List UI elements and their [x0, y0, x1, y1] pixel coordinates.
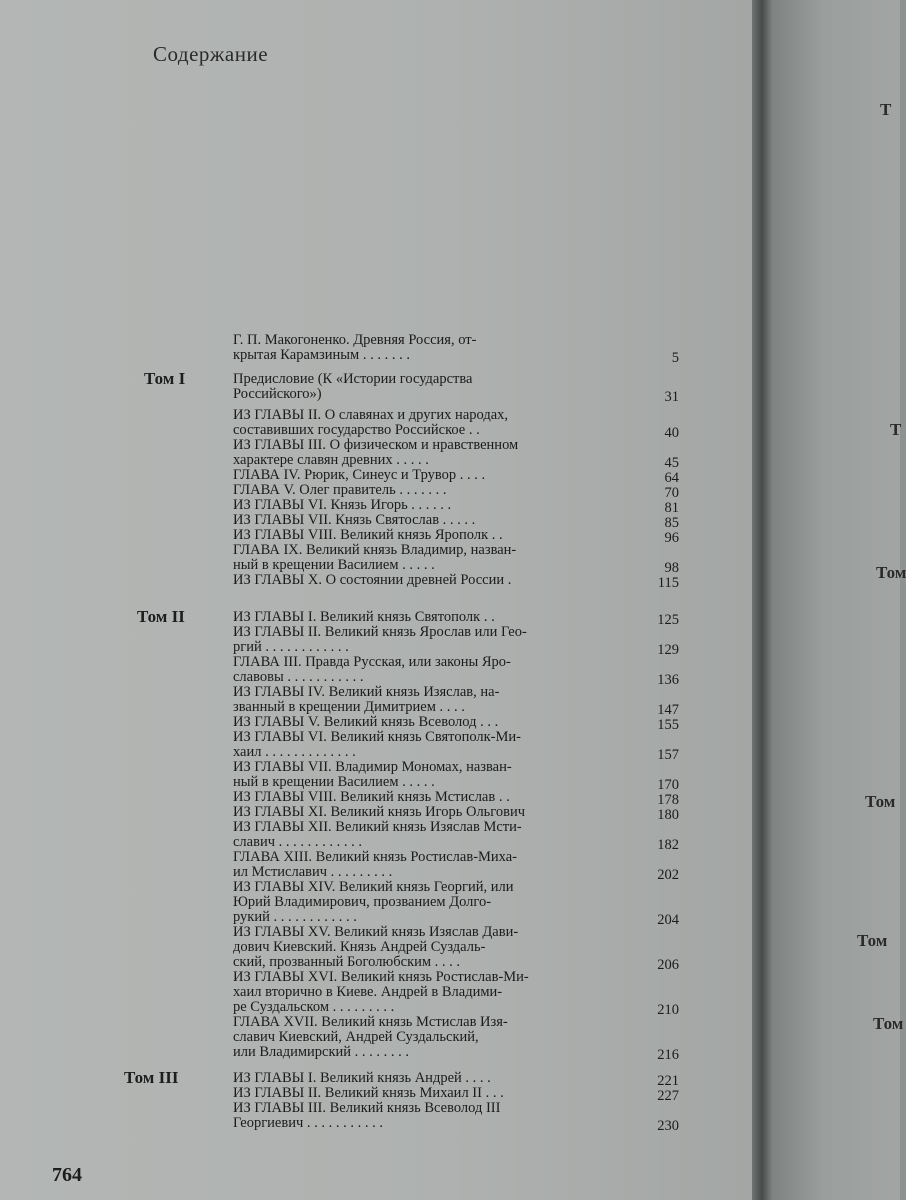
toc-entry-line: ИЗ ГЛАВЫ VII. Князь Святослав . . . . . [233, 512, 476, 528]
toc-entry-line: Предисловие (К «Истории государства [233, 371, 473, 387]
toc-entry-line: или Владимирский . . . . . . . . [233, 1044, 410, 1060]
toc-page-number: 96 [664, 530, 679, 546]
toc-entry-line: составивших государство Российское . . [233, 422, 480, 438]
toc-entry [233, 790, 510, 805]
toc-entry [233, 573, 511, 588]
toc-entry [233, 513, 475, 528]
toc-entry [233, 333, 476, 363]
toc-entry-line: ский, прозванный Боголюбским . . . . [233, 954, 461, 970]
toc-entry-line: ный в крещении Василием . . . . . [233, 774, 435, 790]
edge-fragment: Том [876, 563, 906, 582]
toc-entry [233, 610, 495, 625]
edge-fragment: Том [857, 931, 888, 950]
toc-entry-line: ИЗ ГЛАВЫ VIII. Великий князь Ярополк . . [233, 527, 503, 543]
toc-entry-line: ИЗ ГЛАВЫ II. Великий князь Ярослав или Геo- [233, 624, 527, 640]
toc-page-number: 230 [657, 1118, 679, 1134]
toc-entry-line: славич Киевский, Андрей Суздальский, [233, 1029, 479, 1045]
toc-page-number: 64 [664, 470, 679, 486]
toc-page-number: 40 [664, 425, 679, 441]
toc-entry [233, 685, 499, 715]
toc-entry-line: ИЗ ГЛАВЫ III. Великий князь Всеволод III [233, 1100, 501, 1116]
toc-page-number: 129 [657, 642, 679, 658]
toc-page-number: 147 [657, 702, 679, 718]
toc-entry-line: ИЗ ГЛАВЫ II. О славянах и других народах, [233, 407, 509, 423]
toc-entry-line: ИЗ ГЛАВЫ XVI. Великий князь Ростислав-Ми- [233, 969, 529, 985]
toc-entry [233, 408, 508, 438]
page-title: Содержание [153, 42, 269, 66]
toc-entry [233, 1071, 491, 1086]
toc-entry [233, 543, 516, 573]
toc-entry-line: ГЛАВА XVII. Великий князь Мстислав Изя- [233, 1014, 508, 1030]
toc-page-number: 157 [657, 747, 679, 763]
toc-entry [233, 925, 518, 970]
toc-entry-line: ИЗ ГЛАВЫ VI. Князь Игорь . . . . . . [233, 497, 452, 513]
toc-entry-line: ГЛАВА V. Олег правитель . . . . . . . [233, 482, 447, 498]
toc-entry-line: ГЛАВА IV. Рюрик, Синеус и Трувор . . . . [233, 467, 486, 483]
toc-page-number: 206 [657, 957, 679, 973]
toc-entry-line: ИЗ ГЛАВЫ I. Великий князь Андрей . . . . [233, 1070, 491, 1086]
toc-entry-line: ИЗ ГЛАВЫ III. О физическом и нравственном [233, 437, 519, 453]
toc-page-number: 85 [664, 515, 679, 531]
toc-entry-line: ный в крещении Василием . . . . . [233, 557, 435, 573]
toc-entry-line: ИЗ ГЛАВЫ VIII. Великий князь Мстислав . . [233, 789, 510, 805]
toc-page-number: 70 [664, 485, 679, 501]
toc-entry-line: ИЗ ГЛАВЫ IV. Великий князь Изяслав, на- [233, 684, 500, 700]
toc-page-number: 178 [657, 792, 679, 808]
toc-page-number: 227 [657, 1088, 679, 1104]
toc-entry-line: крытая Карамзиным . . . . . . . [233, 347, 410, 363]
toc-entry [233, 820, 522, 850]
toc-entry [233, 850, 517, 880]
toc-page-number: 155 [657, 717, 679, 733]
volume-label: Том I [144, 369, 186, 388]
toc-entry-line: ГЛАВА XIII. Великий князь Ростислав-Миха- [233, 849, 517, 865]
toc-entry-line: славовы . . . . . . . . . . . [233, 669, 364, 685]
toc-entry [233, 715, 498, 730]
toc-entry [233, 528, 503, 543]
toc-entry [233, 372, 472, 402]
toc-entry-line: хаил вторично в Киеве. Андрей в Владими- [233, 984, 503, 1000]
volume-label: Том III [124, 1068, 179, 1087]
toc-page-number: 125 [657, 612, 679, 628]
toc-entry [233, 730, 521, 760]
toc-entry-line: славич . . . . . . . . . . . . [233, 834, 363, 850]
toc-entry-line: характере славян древних . . . . . [233, 452, 429, 468]
toc-entry-line: ре Суздальском . . . . . . . . . [233, 999, 395, 1015]
toc-entry-line: званный в крещении Димитрием . . . . [233, 699, 465, 715]
toc-entry [233, 468, 485, 483]
edge-fragment: Т [880, 100, 892, 119]
toc-entry-line: ИЗ ГЛАВЫ V. Великий князь Всеволод . . . [233, 714, 499, 730]
toc-page-number: 170 [657, 777, 679, 793]
toc-page-number: 31 [664, 389, 679, 405]
toc-entry [233, 438, 518, 468]
toc-page-number: 182 [657, 837, 679, 853]
toc-entry [233, 1086, 504, 1101]
edge-fragment: Т [890, 420, 902, 439]
toc-entry-line: Г. П. Макогоненко. Древняя Россия, от- [233, 332, 477, 348]
toc-page-number: 115 [657, 575, 679, 591]
toc-page-number: 136 [657, 672, 679, 688]
toc-entry-line: ИЗ ГЛАВЫ X. О состоянии древней России . [233, 572, 512, 588]
toc-page-number: 5 [671, 350, 679, 366]
toc-entry [233, 805, 525, 820]
book-gutter [752, 0, 772, 1200]
toc-entry [233, 1015, 508, 1060]
toc-page-number: 216 [657, 1047, 679, 1063]
toc-entry-line: хаил . . . . . . . . . . . . . [233, 744, 356, 760]
toc-entry [233, 1101, 500, 1131]
volume-label: Том II [137, 607, 185, 626]
toc-page-number: 210 [657, 1002, 679, 1018]
toc-entry-line: ИЗ ГЛАВЫ XIV. Великий князь Георгий, или [233, 879, 514, 895]
edge-fragment: Том [865, 792, 896, 811]
toc-entry [233, 655, 511, 685]
toc-entry-line: рукий . . . . . . . . . . . . [233, 909, 357, 925]
toc-entry-line: ИЗ ГЛАВЫ I. Великий князь Святополк . . [233, 609, 495, 625]
toc-entry-line: ИЗ ГЛАВЫ XV. Великий князь Изяслав Дави- [233, 924, 519, 940]
toc-entry-line: ИЗ ГЛАВЫ XI. Великий князь Игорь Ольгович [233, 804, 526, 820]
toc-page-number: 180 [657, 807, 679, 823]
toc-entry-line: ИЗ ГЛАВЫ XII. Великий князь Изяслав Мсти- [233, 819, 522, 835]
toc-page-number: 204 [657, 912, 679, 928]
page-number: 764 [52, 1164, 82, 1186]
toc-entry [233, 483, 446, 498]
toc-entry-line: ГЛАВА III. Правда Русская, или законы Яро- [233, 654, 511, 670]
toc-entry [233, 760, 512, 790]
toc-entry-line: ИЗ ГЛАВЫ II. Великий князь Михаил II . . . [233, 1085, 504, 1101]
toc-entry [233, 498, 451, 513]
edge-fragment: Том [873, 1014, 904, 1033]
toc-page-number: 98 [664, 560, 679, 576]
toc-page-number: 45 [664, 455, 679, 471]
toc-entry-line: ил Мстиславич . . . . . . . . . [233, 864, 393, 880]
toc-page-number: 221 [657, 1073, 679, 1089]
toc-entry-line: Российского») [233, 386, 322, 402]
toc-entry [233, 625, 527, 655]
toc-entry-line: ИЗ ГЛАВЫ VI. Великий князь Святополк-Ми- [233, 729, 521, 745]
toc-page-number: 202 [657, 867, 679, 883]
toc-entry-line: Юрий Владимирович, прозванием Долго- [233, 894, 492, 910]
toc-entry-line: дович Киевский. Князь Андрей Суздаль- [233, 939, 486, 955]
toc-entry [233, 970, 529, 1015]
toc-entry-line: ГЛАВА IX. Великий князь Владимир, назван- [233, 542, 517, 558]
toc-entry-line: ИЗ ГЛАВЫ VII. Владимир Мономах, назван- [233, 759, 512, 775]
toc-entry-line: Георгиевич . . . . . . . . . . . [233, 1115, 384, 1131]
toc-entry-line: ргий . . . . . . . . . . . . [233, 639, 349, 655]
toc-page-number: 81 [664, 500, 679, 516]
toc-entry [233, 880, 513, 925]
